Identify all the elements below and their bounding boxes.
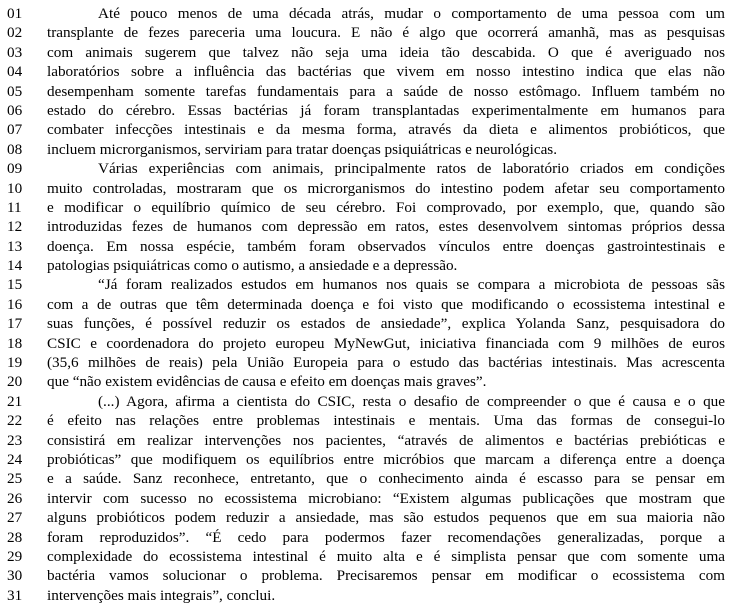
text-line [0,586,730,605]
text-line [0,101,730,120]
line-text: estado do cérebro. Essas bactérias já foram transplantadas experimentalmente em humanos para [47,101,725,119]
line-text: consistirá em realizar intervenções nos pacientes, “através de alimentos e bactérias prebióticas e [47,431,725,449]
text-line [0,198,730,217]
text-line [0,353,730,372]
text-line [0,469,730,488]
text-line [0,372,730,391]
line-number: 07 [7,121,23,139]
text-line [0,566,730,585]
line-number: 03 [7,43,23,61]
text-line [0,179,730,198]
text-line [0,140,730,159]
line-text: probióticas” que modifiquem os equilíbrios entre micróbios que marcam a diferença entre a doença [47,450,725,468]
text-line [0,4,730,23]
line-text: que “não existem evidências de causa e efeito em doenças mais graves”. [47,373,487,391]
text-line [0,431,730,450]
text-line [0,334,730,353]
line-text: intervenções mais integrais”, conclui. [47,586,276,604]
line-text: bactéria vamos solucionar o problema. Precisaremos pensar em modificar o ecossistema com [47,567,725,585]
line-number: 11 [7,198,22,216]
line-number: 12 [7,218,23,236]
line-text: e a saúde. Sanz reconhece, entretanto, que o conhecimento ainda é escasso para se pensar em [47,470,725,488]
line-number: 27 [7,509,23,527]
line-number: 28 [7,528,23,546]
text-line [0,528,730,547]
line-number: 14 [7,257,23,275]
text-line [0,314,730,333]
line-text: com animais sugerem que talvez não seja uma ideia tão descabida. O que é averiguado nos [47,43,725,61]
line-text: Até pouco menos de uma década atrás, mudar o comportamento de uma pessoa com um [98,5,725,22]
text-line [0,256,730,275]
line-text: “Já foram realizados estudos em humanos nos quais se compara a microbiota de pessoas sãs [98,276,725,294]
line-text: transplante de fezes pareceria uma loucura. E não é algo que ocorrerá amanhã, mas as pesquisas [47,24,725,42]
line-number: 04 [7,63,23,81]
text-line [0,392,730,411]
text-line [0,508,730,527]
text-line [0,489,730,508]
line-text: desempenham somente tarefas fundamentais para a saúde de nosso estômago. Influem também no [47,82,725,100]
line-number: 06 [7,101,23,119]
line-text: é efeito nas relações entre problemas intestinais e mentais. Uma das formas de consegui-lo [47,412,725,430]
text-line [0,82,730,101]
line-text: incluem microrganismos, serviriam para tratar doenças psiquiátricas e neurológicas. [47,140,558,158]
text-line [0,237,730,256]
line-number: 26 [7,489,23,507]
line-number: 08 [7,140,23,158]
line-text: complexidade do ecossistema intestinal é muito alta e é simplista pensar que com somente uma [47,547,725,565]
text-line [0,159,730,178]
text-line [0,217,730,236]
text-line [0,62,730,81]
line-number: 09 [7,160,23,178]
line-text: CSIC e coordenadora do projeto europeu MyNewGut, iniciativa financiada com 9 milhões de euros [47,334,725,352]
line-number: 24 [7,450,23,468]
line-number: 16 [7,295,23,313]
line-number: 23 [7,431,23,449]
line-number: 01 [7,5,23,22]
line-text: (...) Agora, afirma a cientista do CSIC, resta o desafio de compreender o que é causa e o que [98,392,725,410]
line-text: foram reproduzidos”. “É cedo para podermos fazer recomendações generalizadas, porque a [47,528,725,546]
text-line [0,450,730,469]
line-text: e modificar o equilíbrio químico de seu cérebro. Foi comprovado, por exemplo, que, quando são [47,198,725,216]
line-number: 10 [7,179,23,197]
line-text: patologias psiquiátricas como o autismo, a ansiedade e a depressão. [47,257,458,275]
line-text: intervir com sucesso no ecossistema microbiano: “Existem algumas publicações que mostram que [47,489,725,507]
text-line [0,275,730,294]
line-number: 18 [7,334,23,352]
line-text: com a de outras que têm determinada doença e foi visto que modificando o ecossistema intestinal e [47,295,725,313]
text-line [0,23,730,42]
line-number: 05 [7,82,23,100]
line-number: 30 [7,567,23,585]
line-text: Várias experiências com animais, principalmente ratos de laboratório criados em condições [98,160,725,178]
line-number: 20 [7,373,23,391]
line-number: 22 [7,412,23,430]
line-text: combater infecções intestinais e da mesma forma, através da dieta e alimentos probióticos, que [47,121,725,139]
line-text: (35,6 milhões de reais) pela União Europeia para o estudo das bactérias intestinais. Mas acrescenta [47,354,725,372]
line-text: introduzidas fezes de humanos com depressão em ratos, estes desenvolvem sintomas próprios dessa [47,218,725,236]
line-number: 21 [7,392,23,410]
text-line [0,411,730,430]
text-line [0,120,730,139]
text-line [0,295,730,314]
line-number: 31 [7,586,23,604]
line-text: laboratórios sobre a influência das bactérias que vivem em nosso intestino indica que elas não [47,63,725,81]
line-number: 02 [7,24,23,42]
text-line [0,547,730,566]
line-text: alguns probióticos podem reduzir a ansiedade, mas são estudos pequenos que em sua maioria não [47,509,725,527]
line-number: 29 [7,547,23,565]
line-text: muito controladas, mostraram que os microrganismos do intestino podem afetar seu comportamento [47,179,725,197]
line-text: doença. Em nossa espécie, também foram observados vínculos entre doenças gastrointestinais e [47,237,725,255]
line-number: 13 [7,237,23,255]
line-number: 15 [7,276,23,294]
text-line [0,43,730,62]
line-number: 19 [7,354,23,372]
document-body [0,4,730,605]
line-text: suas funções, é possível reduzir os estados de ansiedade”, explica Yolanda Sanz, pesquisadora do [47,315,725,333]
line-number: 25 [7,470,23,488]
line-number: 17 [7,315,23,333]
